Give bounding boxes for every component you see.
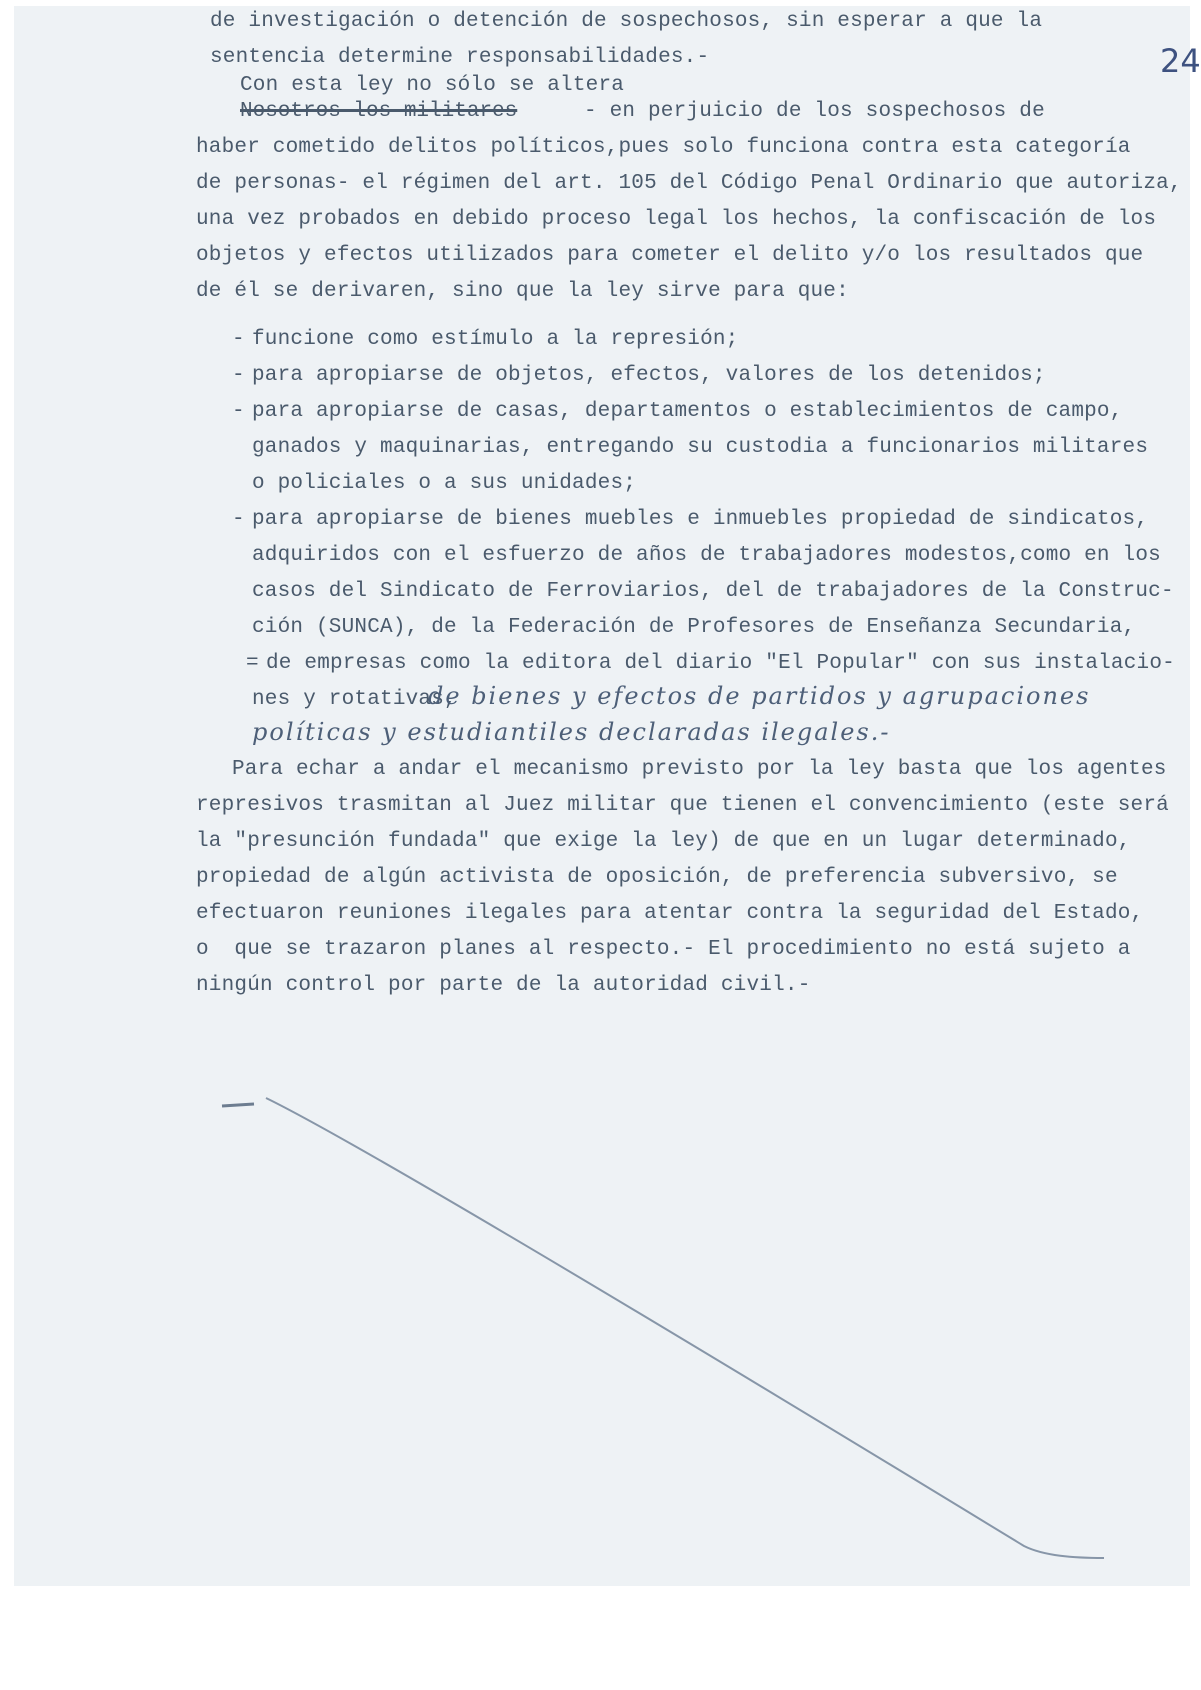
paragraph-2-line-3: de personas- el régimen del art. 105 del Código Penal Ordinario que autoriza, <box>196 172 1182 195</box>
struck-out-text: Nosotros los militares <box>240 100 518 123</box>
bullet-4-line-1: para apropiarse de bienes muebles e inmuebles propiedad de sindicatos, <box>252 508 1149 531</box>
paragraph-3-line-5: efectuaron reuniones ilegales para atentar contra la seguridad del Estado, <box>196 902 1144 925</box>
bullet-3-line-2: ganados y maquinarias, entregando su custodia a funcionarios militares <box>252 436 1149 459</box>
paragraph-3-line-2: represivos trasmitan al Juez militar que tienen el convencimiento (este será <box>196 794 1169 817</box>
bullet-2-marker: - <box>232 364 245 387</box>
cancellation-stroke <box>14 6 1190 1586</box>
paragraph-3-line-3: la "presunción fundada" que exige la ley) de que en un lugar determinado, <box>196 830 1131 853</box>
bullet-2-line-1: para apropiarse de objetos, efectos, valores de los detenidos; <box>252 364 1046 387</box>
bullet-5-marker: = <box>246 652 259 675</box>
bullet-4-line-4: ción (SUNCA), de la Federación de Profesores de Enseñanza Secundaria, <box>252 616 1136 639</box>
bullet-1-marker: - <box>232 328 245 351</box>
paragraph-2-line-2: haber cometido delitos políticos,pues solo funciona contra esta categoría <box>196 136 1131 159</box>
bullet-3-marker: - <box>232 400 245 423</box>
bullet-4-line-2: adquiridos con el esfuerzo de años de trabajadores modestos,como en los <box>252 544 1161 567</box>
bullet-5-line-1: de empresas como la editora del diario "El Popular" con sus instalacio- <box>266 652 1175 675</box>
handwritten-line-1: de bienes y efectos de partidos y agrupaciones <box>428 682 1091 710</box>
paragraph-2-line-1: - en perjuicio de los sospechosos de <box>584 100 1045 123</box>
paragraph-3-line-1: Para echar a andar el mecanismo previsto por la ley basta que los agentes <box>232 758 1167 781</box>
paragraph-3-line-4: propiedad de algún activista de oposición, de preferencia subversivo, se <box>196 866 1118 889</box>
paragraph-2-line-6: de él se derivaren, sino que la ley sirve para que: <box>196 280 849 303</box>
paragraph-3-line-6: o que se trazaron planes al respecto.- El procedimiento no está sujeto a <box>196 938 1131 961</box>
paragraph-2-line-4: una vez probados en debido proceso legal los hechos, la confiscación de los <box>196 208 1157 231</box>
bullet-3-line-3: o policiales o a sus unidades; <box>252 472 637 495</box>
insertion-text: Con esta ley no sólo se altera <box>240 74 625 97</box>
bullet-5-line-2: nes y rotativas, <box>252 688 457 711</box>
paragraph-2-line-5: objetos y efectos utilizados para cometer el delito y/o los resultados que <box>196 244 1144 267</box>
paragraph-1-line-2: sentencia determine responsabilidades.- <box>210 46 710 69</box>
paragraph-3-line-7: ningún control por parte de la autoridad civil.- <box>196 974 811 997</box>
paragraph-1-line-1: de investigación o detención de sospechosos, sin esperar a que la <box>210 10 1043 33</box>
page-number: 24 <box>1160 42 1201 80</box>
handwritten-line-2: políticas y estudiantiles declaradas ilegales.- <box>252 718 891 746</box>
bullet-4-marker: - <box>232 508 245 531</box>
bullet-4-line-3: casos del Sindicato de Ferroviarios, del de trabajadores de la Construc- <box>252 580 1174 603</box>
document-page <box>14 6 1201 1586</box>
bullet-3-line-1: para apropiarse de casas, departamentos o establecimientos de campo, <box>252 400 1123 423</box>
bullet-1-line-1: funcione como estímulo a la represión; <box>252 328 739 351</box>
